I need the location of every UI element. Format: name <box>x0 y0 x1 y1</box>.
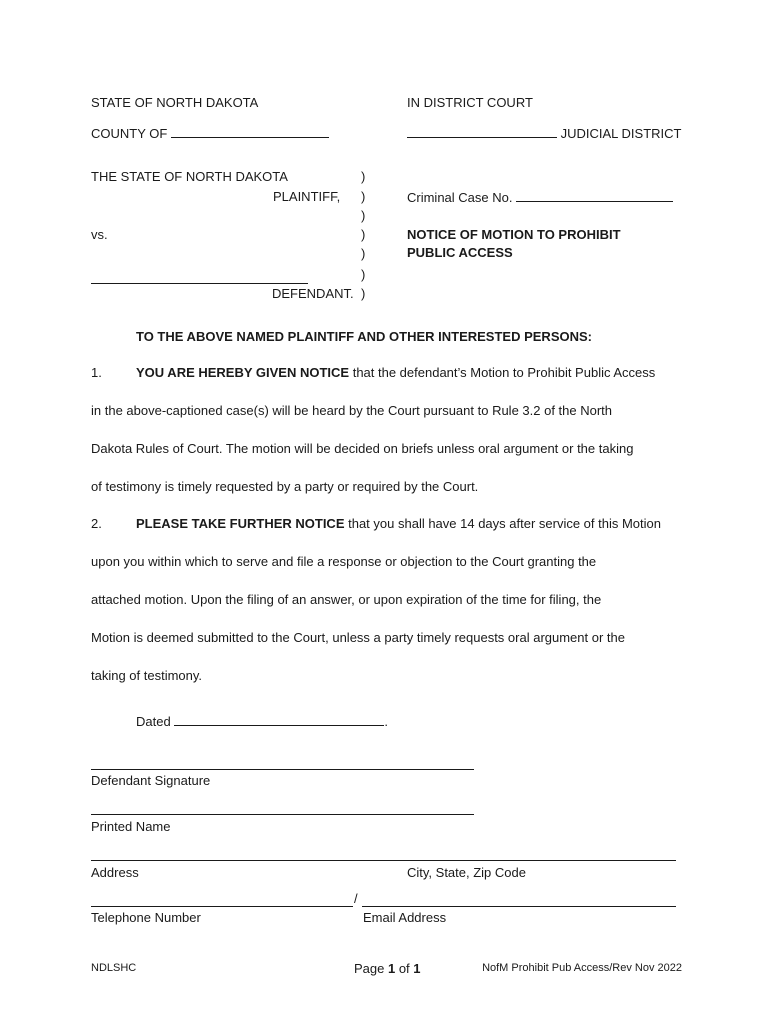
caption-paren: ) <box>361 227 366 242</box>
caption-paren: ) <box>361 267 366 282</box>
page-of: of <box>395 961 414 976</box>
city-state-zip-label: City, State, Zip Code <box>407 865 526 880</box>
paragraph-2-bold: PLEASE TAKE FURTHER NOTICE <box>136 516 345 531</box>
caption-paren: ) <box>361 246 366 261</box>
email-line <box>362 906 676 907</box>
paragraph-number: 1. <box>91 365 102 380</box>
caption-paren: ) <box>361 208 366 223</box>
dated-field <box>136 713 388 729</box>
paragraph-2-line-2: upon you within which to serve and file a response or objection to the Court granting the <box>91 554 597 569</box>
paragraph-1-bold: YOU ARE HEREBY GIVEN NOTICE <box>136 365 350 380</box>
paragraph-1-line-3: Dakota Rules of Court. The motion will be decided on briefs unless oral argument or the taking <box>91 441 634 456</box>
printed-name-line <box>91 814 474 815</box>
signature-line <box>91 769 474 770</box>
paragraph-2-line-3: attached motion. Upon the filing of an answer, or upon expiration of the time for filing, the <box>91 592 602 607</box>
county-label: COUNTY OF <box>91 126 168 141</box>
paragraph-2-line-4: Motion is deemed submitted to the Court, unless a party timely requests oral argument or the <box>91 630 625 645</box>
paragraph-1-line-2: in the above-captioned case(s) will be heard by the Court pursuant to Rule 3.2 of the North <box>91 403 613 418</box>
caption-paren: ) <box>361 286 366 301</box>
telephone-label: Telephone Number <box>91 910 201 925</box>
district-blank <box>407 125 557 138</box>
telephone-email-separator: / <box>354 891 358 906</box>
footer-left: NDLSHC <box>91 962 137 974</box>
page-total: 1 <box>413 961 421 976</box>
defendant-label: DEFENDANT. <box>272 286 354 301</box>
paragraph-1-line-1 <box>136 365 655 380</box>
county-field <box>91 125 329 141</box>
district-label: JUDICIAL DISTRICT <box>560 126 682 141</box>
document-title-line2: PUBLIC ACCESS <box>407 245 513 260</box>
paragraph-2-line-1 <box>136 516 661 531</box>
document-title-line1: NOTICE OF MOTION TO PROHIBIT <box>407 227 621 242</box>
printed-name-label: Printed Name <box>91 819 171 834</box>
court-heading: IN DISTRICT COURT <box>407 95 533 110</box>
paragraph-2-line-5: taking of testimony. <box>91 668 203 683</box>
case-number-label: Criminal Case No. <box>407 190 513 205</box>
dated-label: Dated <box>136 714 171 729</box>
address-line <box>91 860 676 861</box>
email-label: Email Address <box>363 910 447 925</box>
page-current: 1 <box>387 961 396 976</box>
district-field <box>407 125 681 141</box>
state-heading: STATE OF NORTH DAKOTA <box>91 95 259 110</box>
paragraph-1-text: that the defendant’s Motion to Prohibit Public Access <box>349 365 656 380</box>
footer-right: NofM Prohibit Pub Access/Rev Nov 2022 <box>482 962 682 974</box>
plaintiff-label: PLAINTIFF, <box>273 189 341 204</box>
defendant-signature-label: Defendant Signature <box>91 773 211 788</box>
case-number-blank <box>516 189 673 202</box>
caption-paren: ) <box>361 169 366 184</box>
paragraph-number: 2. <box>91 516 102 531</box>
caption-paren: ) <box>361 189 366 204</box>
defendant-name-line <box>91 283 308 284</box>
telephone-line <box>91 906 353 907</box>
versus-label: vs. <box>91 227 108 242</box>
dated-blank <box>174 713 384 726</box>
case-number-field <box>407 189 673 205</box>
county-blank <box>171 125 329 138</box>
page-prefix: Page <box>354 961 388 976</box>
dated-period: . <box>384 714 388 729</box>
plaintiff-name: THE STATE OF NORTH DAKOTA <box>91 169 288 184</box>
page-number <box>354 961 421 976</box>
paragraph-2-text: that you shall have 14 days after service of this Motion <box>344 516 662 531</box>
address-label: Address <box>91 865 139 880</box>
salutation: TO THE ABOVE NAMED PLAINTIFF AND OTHER INTERESTED PERSONS: <box>136 329 592 344</box>
paragraph-1-line-4: of testimony is timely requested by a party or required by the Court. <box>91 479 479 494</box>
